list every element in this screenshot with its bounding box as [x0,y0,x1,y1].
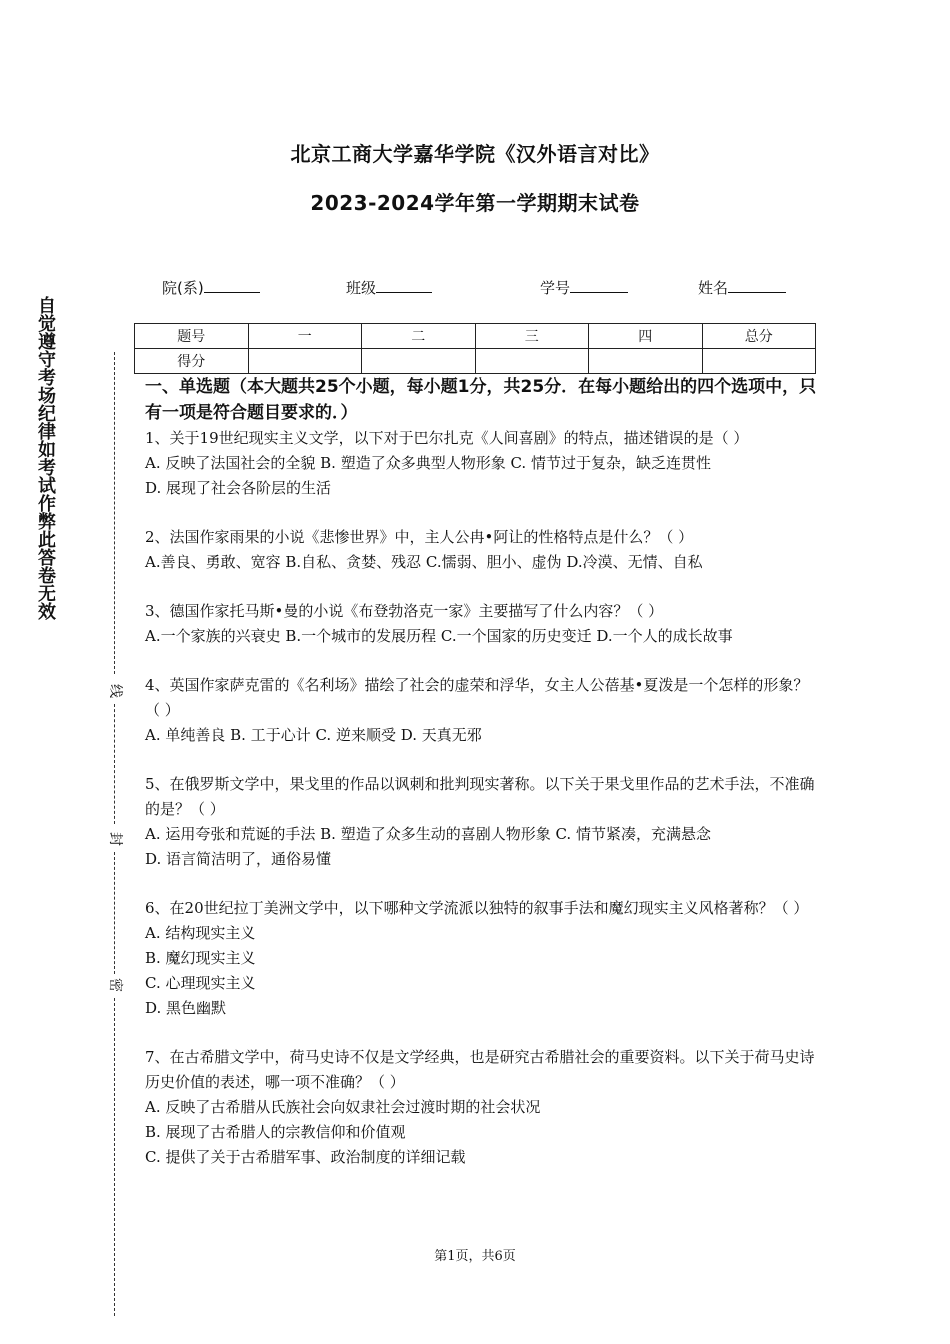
score-header-cell: 总分 [702,324,816,349]
binding-line-char: 线 [107,684,123,698]
page-number: 第1页，共6页 [434,1249,516,1264]
question-option: D. 展现了社会各阶层的生活 [145,479,332,497]
score-cell [248,349,362,374]
score-cell [475,349,589,374]
score-header-cell: 三 [475,324,589,349]
score-table-header-row [135,324,816,349]
question-stem: 6、在20世纪拉丁美洲文学中，以下哪种文学流派以独特的叙事手法和魔幻现实主义风格著称？（ ） [145,899,809,917]
score-header-cell: 二 [362,324,476,349]
question-option: A. 反映了法国社会的全貌 B. 塑造了众多典型人物形象 C. 情节过于复杂，缺乏连贯性 [145,454,711,472]
question-option: A. 结构现实主义 [145,924,256,942]
question-option: A. 反映了古希腊从氏族社会向奴隶社会过渡时期的社会状况 [145,1098,541,1116]
department-label: 院(系) [162,279,204,297]
department-blank [204,276,260,293]
question-stem: 5、在俄罗斯文学中，果戈里的作品以讽刺和批判现实著称。以下关于果戈里作品的艺术手法，不准确的是？（ ） [145,775,815,818]
question-6 [145,896,817,1021]
name-blank [728,276,786,293]
question-stem: 2、法国作家雨果的小说《悲惨世界》中，主人公冉•阿让的性格特点是什么？（ ） [145,528,694,546]
score-table [134,323,816,374]
score-cell [362,349,476,374]
question-1 [145,426,817,501]
question-2 [145,525,817,575]
binding-dashed-line [114,852,115,974]
score-header-cell: 题号 [135,324,249,349]
question-3 [145,599,817,649]
exam-discipline-notice: 自觉遵守考场纪律如考试作弊此答卷无效 [35,296,56,620]
question-option: C. 心理现实主义 [145,974,256,992]
question-4 [145,673,817,748]
question-option: A.善良、勇敢、宽容 B.自私、贪婪、残忍 C.懦弱、胆小、虚伪 D.冷漠、无情、自私 [145,553,703,571]
student-id-field [540,276,628,298]
question-stem: 4、英国作家萨克雷的《名利场》描绘了社会的虚荣和浮华，女主人公蓓基•夏泼是一个怎样的形象？（ ） [145,676,809,719]
question-option: D. 黑色幽默 [145,999,227,1017]
question-5 [145,772,817,872]
question-option: B. 展现了古希腊人的宗教信仰和价值观 [145,1123,406,1141]
exam-title-line2: 2023-2024学年第一学期期末试卷 [310,191,640,215]
question-stem: 3、德国作家托马斯•曼的小说《布登勃洛克一家》主要描写了什么内容？（ ） [145,602,664,620]
class-field [346,276,432,298]
name-field [698,276,786,298]
binding-secret-char: 密 [107,978,123,992]
question-stem: 1、关于19世纪现实主义文学，以下对于巴尔扎克《人间喜剧》的特点，描述错误的是（ ） [145,429,749,447]
question-7 [145,1045,817,1170]
question-option: A.一个家族的兴衰史 B.一个城市的发展历程 C.一个国家的历史变迁 D.一个人的成长故事 [145,627,733,645]
binding-dashed-line [114,704,115,824]
score-cell [702,349,816,374]
binding-seal-char: 封 [107,832,123,846]
section-heading: 一、单选题（本大题共25个小题，每小题1分，共25分．在每小题给出的四个选项中，只有一项是符合题目要求的．） [145,377,817,423]
binding-dashed-line [114,352,115,674]
question-option: A. 单纯善良 B. 工于心计 C. 逆来顺受 D. 天真无邪 [145,726,482,744]
class-label: 班级 [346,279,377,297]
question-option: A. 运用夸张和荒诞的手法 B. 塑造了众多生动的喜剧人物形象 C. 情节紧凑，充满悬念 [145,825,711,843]
student-id-blank [570,276,628,293]
exam-title-line1: 北京工商大学嘉华学院《汉外语言对比》 [290,142,660,166]
exam-content [145,374,817,1194]
student-id-label: 学号 [540,279,571,297]
score-table-score-row [135,349,816,374]
question-option: D. 语言简洁明了，通俗易懂 [145,850,332,868]
score-header-cell: 一 [248,324,362,349]
question-option: C. 提供了关于古希腊军事、政治制度的详细记载 [145,1148,466,1166]
binding-dashed-line [114,998,115,1316]
student-info-row [0,276,950,300]
question-option: B. 魔幻现实主义 [145,949,256,967]
score-cell [589,349,703,374]
class-blank [376,276,432,293]
score-header-cell: 四 [589,324,703,349]
question-stem: 7、在古希腊文学中，荷马史诗不仅是文学经典，也是研究古希腊社会的重要资料。以下关于荷马史诗历史价值的表述，哪一项不准确？（ ） [145,1048,815,1091]
name-label: 姓名 [698,279,729,297]
department-field [162,276,260,298]
score-row-label: 得分 [135,349,249,374]
